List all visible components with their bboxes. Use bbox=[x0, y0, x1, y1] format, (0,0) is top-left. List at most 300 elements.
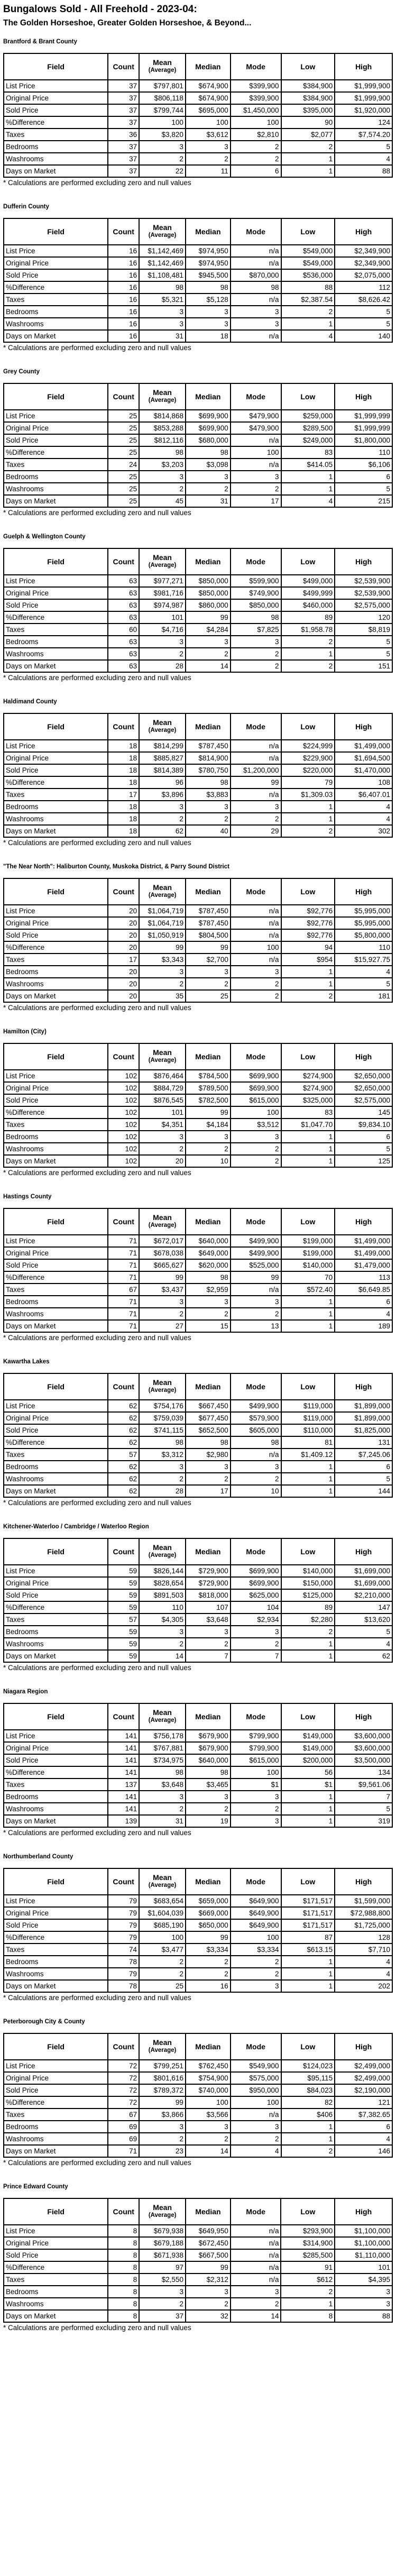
table-cell: Bedrooms bbox=[4, 471, 108, 483]
table-cell: Washrooms bbox=[4, 2133, 108, 2145]
table-cell: Washrooms bbox=[4, 1803, 108, 1815]
table-cell: $740,000 bbox=[186, 2084, 231, 2096]
calculation-note: * Calculations are performed excluding zero and null values bbox=[3, 179, 191, 187]
table-cell: 2 bbox=[139, 1638, 186, 1650]
county-section bbox=[3, 1853, 393, 2002]
county-section bbox=[3, 368, 393, 517]
calculation-note: * Calculations are performed excluding zero and null values bbox=[3, 2324, 191, 2332]
column-header-label: Mean bbox=[153, 2203, 172, 2212]
table-cell: 100 bbox=[186, 2096, 231, 2109]
table-cell: List Price bbox=[4, 1070, 108, 1082]
column-header-label: Mean bbox=[153, 1048, 172, 1057]
table-cell: 2 bbox=[139, 648, 186, 660]
stats-table bbox=[3, 2198, 393, 2323]
table-cell: $1,047.70 bbox=[281, 1119, 335, 1131]
table-cell: 16 bbox=[108, 294, 139, 306]
table-cell: $2,539,900 bbox=[335, 575, 392, 587]
column-header-median bbox=[186, 713, 231, 740]
table-cell: $1,999,900 bbox=[335, 92, 392, 104]
calculation-note: * Calculations are performed excluding zero and null values bbox=[3, 1994, 191, 2002]
column-header-sublabel: (Average) bbox=[148, 1387, 177, 1394]
column-header-mode bbox=[231, 1373, 281, 1400]
column-header-mode bbox=[231, 1208, 281, 1235]
table-cell: n/a bbox=[231, 917, 281, 929]
table-cell: 99 bbox=[186, 1106, 231, 1119]
table-cell: 13 bbox=[231, 1320, 281, 1332]
table-cell: 98 bbox=[139, 1436, 186, 1449]
table-cell: Original Price bbox=[4, 1907, 108, 1919]
column-header-mode bbox=[231, 1868, 281, 1895]
column-header-label: Median bbox=[195, 2207, 221, 2216]
column-header-field bbox=[4, 383, 108, 410]
table-cell: $828,654 bbox=[139, 1577, 186, 1589]
table-cell: 16 bbox=[108, 269, 139, 281]
table-cell: 78 bbox=[108, 1980, 139, 1992]
table-row bbox=[4, 80, 392, 92]
table-cell: $3,600,000 bbox=[335, 1742, 392, 1754]
column-header-label: Median bbox=[195, 1712, 221, 1721]
column-header-count bbox=[108, 1208, 139, 1235]
table-cell: Original Price bbox=[4, 422, 108, 434]
document-title: Bungalows Sold - All Freehold - 2023-04: bbox=[3, 4, 197, 15]
table-cell: 98 bbox=[186, 1766, 231, 1779]
table-cell: 2 bbox=[231, 1968, 281, 1980]
table-cell: $9,561.06 bbox=[335, 1779, 392, 1791]
table-cell: 124 bbox=[335, 116, 392, 129]
table-row bbox=[4, 1247, 392, 1259]
table-cell: $4,395 bbox=[335, 2274, 392, 2286]
table-cell: $640,000 bbox=[186, 1235, 231, 1247]
table-cell: 2 bbox=[231, 813, 281, 825]
table-cell: 72 bbox=[108, 2096, 139, 2109]
table-cell: 141 bbox=[108, 1754, 139, 1766]
table-cell: $220,000 bbox=[281, 764, 335, 776]
table-row bbox=[4, 917, 392, 929]
column-header-sublabel: (Average) bbox=[148, 562, 177, 569]
table-row bbox=[4, 941, 392, 954]
table-cell: 1 bbox=[281, 1638, 335, 1650]
table-cell: Bedrooms bbox=[4, 636, 108, 648]
table-cell: $787,450 bbox=[186, 740, 231, 752]
table-cell: 8 bbox=[108, 2286, 139, 2298]
table-row bbox=[4, 1968, 392, 1980]
table-cell: 2 bbox=[139, 1968, 186, 1980]
table-cell: $549,000 bbox=[281, 245, 335, 257]
table-cell: $2,959 bbox=[186, 1284, 231, 1296]
column-header-label: Low bbox=[300, 62, 316, 71]
column-header-label: High bbox=[355, 1877, 372, 1886]
column-header-label: Mode bbox=[246, 557, 265, 566]
table-cell: $2,280 bbox=[281, 1614, 335, 1626]
column-header-low bbox=[281, 383, 335, 410]
table-cell: $549,900 bbox=[231, 2060, 281, 2072]
column-header-sublabel: (Average) bbox=[148, 232, 177, 239]
table-cell: 62 bbox=[108, 1400, 139, 1412]
table-cell: 25 bbox=[108, 495, 139, 507]
table-cell: $13,620 bbox=[335, 1614, 392, 1626]
table-cell: 102 bbox=[108, 1143, 139, 1155]
table-cell: 4 bbox=[335, 1638, 392, 1650]
table-cell: Taxes bbox=[4, 2109, 108, 2121]
table-cell: 3 bbox=[231, 2286, 281, 2298]
table-cell: 7 bbox=[186, 1650, 231, 1662]
table-cell: 144 bbox=[335, 1485, 392, 1497]
table-cell: $797,801 bbox=[139, 80, 186, 92]
table-cell: 78 bbox=[108, 1956, 139, 1968]
table-cell: 25 bbox=[108, 422, 139, 434]
table-cell: 69 bbox=[108, 2121, 139, 2133]
column-header-label: Median bbox=[195, 227, 221, 236]
table-cell: $780,750 bbox=[186, 764, 231, 776]
table-cell: 28 bbox=[139, 660, 186, 672]
table-cell: Washrooms bbox=[4, 648, 108, 660]
table-cell: $499,900 bbox=[231, 1247, 281, 1259]
table-cell: 3 bbox=[231, 1296, 281, 1308]
table-cell: %Difference bbox=[4, 2096, 108, 2109]
table-cell: 25 bbox=[108, 483, 139, 495]
column-header-sublabel: (Average) bbox=[148, 1717, 177, 1724]
column-header-label: High bbox=[355, 392, 372, 401]
table-cell: n/a bbox=[231, 2249, 281, 2261]
table-cell: 6 bbox=[335, 1461, 392, 1473]
table-cell: $4,716 bbox=[139, 624, 186, 636]
table-cell: $274,900 bbox=[281, 1070, 335, 1082]
table-cell: 31 bbox=[139, 330, 186, 342]
table-row bbox=[4, 929, 392, 941]
table-cell: 4 bbox=[281, 330, 335, 342]
table-cell: $8,819 bbox=[335, 624, 392, 636]
table-cell: $667,450 bbox=[186, 1400, 231, 1412]
table-cell: $95,115 bbox=[281, 2072, 335, 2084]
table-cell: $799,251 bbox=[139, 2060, 186, 2072]
table-cell: 102 bbox=[108, 1070, 139, 1082]
table-cell: $3,098 bbox=[186, 459, 231, 471]
table-cell: 2 bbox=[231, 1143, 281, 1155]
table-cell: Sold Price bbox=[4, 1094, 108, 1106]
table-cell: Bedrooms bbox=[4, 1626, 108, 1638]
table-cell: $729,900 bbox=[186, 1577, 231, 1589]
table-cell: $2,575,000 bbox=[335, 1094, 392, 1106]
table-cell: 16 bbox=[108, 306, 139, 318]
stats-table bbox=[3, 383, 393, 508]
table-row bbox=[4, 825, 392, 837]
column-header-mode bbox=[231, 53, 281, 80]
table-cell: Sold Price bbox=[4, 929, 108, 941]
column-header-high bbox=[335, 1043, 392, 1070]
table-cell: 74 bbox=[108, 1944, 139, 1956]
table-row bbox=[4, 740, 392, 752]
table-cell: Days on Market bbox=[4, 1155, 108, 1167]
table-cell: 2 bbox=[186, 2133, 231, 2145]
column-header-field bbox=[4, 1208, 108, 1235]
table-cell: $767,881 bbox=[139, 1742, 186, 1754]
column-header-median bbox=[186, 2198, 231, 2225]
column-header-low bbox=[281, 713, 335, 740]
table-row bbox=[4, 1779, 392, 1791]
table-row bbox=[4, 1400, 392, 1412]
column-header-count bbox=[108, 218, 139, 245]
column-header-label: Median bbox=[195, 1547, 221, 1556]
table-cell: n/a bbox=[231, 954, 281, 966]
table-cell: 25 bbox=[186, 990, 231, 1002]
table-cell: n/a bbox=[231, 459, 281, 471]
column-header-label: Mean bbox=[153, 883, 172, 892]
column-header-count bbox=[108, 878, 139, 905]
column-header-field bbox=[4, 1538, 108, 1565]
table-cell: Days on Market bbox=[4, 1320, 108, 1332]
column-header-field bbox=[4, 713, 108, 740]
table-cell: 3 bbox=[139, 1461, 186, 1473]
column-header-median bbox=[186, 548, 231, 575]
table-cell: $171,517 bbox=[281, 1895, 335, 1907]
table-row bbox=[4, 611, 392, 624]
table-cell: Days on Market bbox=[4, 165, 108, 177]
column-header-low bbox=[281, 1868, 335, 1895]
table-cell: $613.15 bbox=[281, 1944, 335, 1956]
table-row bbox=[4, 2298, 392, 2310]
column-header-field bbox=[4, 218, 108, 245]
table-cell: 1 bbox=[281, 1803, 335, 1815]
table-cell: 72 bbox=[108, 2072, 139, 2084]
table-cell: List Price bbox=[4, 80, 108, 92]
table-row bbox=[4, 1614, 392, 1626]
table-cell: 2 bbox=[281, 2286, 335, 2298]
table-cell: 71 bbox=[108, 1296, 139, 1308]
column-header-field bbox=[4, 878, 108, 905]
table-cell: Taxes bbox=[4, 1614, 108, 1626]
table-cell: 2 bbox=[139, 1473, 186, 1485]
table-cell: 59 bbox=[108, 1601, 139, 1614]
table-cell: Original Price bbox=[4, 752, 108, 764]
column-header-mode bbox=[231, 548, 281, 575]
column-header-label: Median bbox=[195, 722, 221, 731]
table-header-row bbox=[4, 1538, 392, 1565]
table-cell: 2 bbox=[231, 990, 281, 1002]
column-header-median bbox=[186, 218, 231, 245]
county-heading: Dufferin County bbox=[3, 204, 49, 210]
table-cell: $2,539,900 bbox=[335, 587, 392, 599]
column-header-count bbox=[108, 2198, 139, 2225]
table-cell: 57 bbox=[108, 1614, 139, 1626]
table-cell: 91 bbox=[281, 2261, 335, 2274]
table-cell: 108 bbox=[335, 776, 392, 789]
table-cell: 5 bbox=[335, 1473, 392, 1485]
table-cell: 63 bbox=[108, 611, 139, 624]
table-row bbox=[4, 1766, 392, 1779]
table-row bbox=[4, 648, 392, 660]
table-header-row bbox=[4, 1208, 392, 1235]
column-header-mean bbox=[139, 1373, 186, 1400]
table-cell: Sold Price bbox=[4, 1589, 108, 1601]
table-cell: $5,128 bbox=[186, 294, 231, 306]
column-header-label: Count bbox=[113, 887, 134, 896]
column-header-label: Mode bbox=[246, 227, 265, 236]
column-header-label: Mean bbox=[153, 58, 172, 67]
table-cell: 99 bbox=[186, 1931, 231, 1944]
table-cell: 27 bbox=[139, 1320, 186, 1332]
table-cell: 1 bbox=[281, 1791, 335, 1803]
table-row bbox=[4, 2133, 392, 2145]
table-cell: $699,900 bbox=[231, 1082, 281, 1094]
table-cell: 98 bbox=[231, 611, 281, 624]
table-cell: $2,575,000 bbox=[335, 599, 392, 611]
table-cell: $652,500 bbox=[186, 1424, 231, 1436]
table-cell: 3 bbox=[231, 306, 281, 318]
table-cell: 5 bbox=[335, 1803, 392, 1815]
county-heading: Kawartha Lakes bbox=[3, 1359, 50, 1365]
table-cell: $3,312 bbox=[139, 1449, 186, 1461]
table-cell: 2 bbox=[231, 648, 281, 660]
table-row bbox=[4, 2060, 392, 2072]
table-cell: 3 bbox=[139, 141, 186, 153]
table-cell: $1,470,000 bbox=[335, 764, 392, 776]
column-header-label: Mode bbox=[246, 1382, 265, 1391]
table-cell: $699,900 bbox=[231, 1070, 281, 1082]
table-cell: $3,500,000 bbox=[335, 1754, 392, 1766]
column-header-label: Mean bbox=[153, 553, 172, 562]
table-cell: $759,039 bbox=[139, 1412, 186, 1424]
column-header-high bbox=[335, 1373, 392, 1400]
column-header-label: High bbox=[355, 1217, 372, 1226]
county-section bbox=[3, 1028, 393, 1177]
table-row bbox=[4, 990, 392, 1002]
table-cell: $677,450 bbox=[186, 1412, 231, 1424]
column-header-label: Count bbox=[113, 1877, 134, 1886]
table-cell: 8 bbox=[108, 2310, 139, 2322]
table-cell: $950,000 bbox=[231, 2084, 281, 2096]
table-cell: %Difference bbox=[4, 1436, 108, 1449]
table-cell: 37 bbox=[108, 92, 139, 104]
column-header-field bbox=[4, 2033, 108, 2060]
table-header-row bbox=[4, 1373, 392, 1400]
table-cell: $1,108,481 bbox=[139, 269, 186, 281]
column-header-count bbox=[108, 1043, 139, 1070]
table-cell: Sold Price bbox=[4, 2249, 108, 2261]
table-row bbox=[4, 141, 392, 153]
table-cell: 16 bbox=[108, 245, 139, 257]
table-cell: Sold Price bbox=[4, 1259, 108, 1271]
table-cell: Washrooms bbox=[4, 1473, 108, 1485]
table-row bbox=[4, 1412, 392, 1424]
table-row bbox=[4, 1070, 392, 1082]
table-row bbox=[4, 1155, 392, 1167]
table-cell: $1,800,000 bbox=[335, 434, 392, 446]
table-cell: 16 bbox=[108, 281, 139, 294]
table-cell: 3 bbox=[231, 1461, 281, 1473]
table-row bbox=[4, 1931, 392, 1944]
table-row bbox=[4, 446, 392, 459]
table-row bbox=[4, 587, 392, 599]
stats-table bbox=[3, 1043, 393, 1168]
table-cell: 2 bbox=[231, 660, 281, 672]
table-row bbox=[4, 752, 392, 764]
column-header-low bbox=[281, 2198, 335, 2225]
table-cell: $754,176 bbox=[139, 1400, 186, 1412]
table-cell: 7 bbox=[231, 1650, 281, 1662]
column-header-mean bbox=[139, 548, 186, 575]
column-header-label: Median bbox=[195, 1052, 221, 1061]
table-cell: $672,017 bbox=[139, 1235, 186, 1247]
column-header-median bbox=[186, 1373, 231, 1400]
table-cell: $1,499,000 bbox=[335, 1247, 392, 1259]
county-section bbox=[3, 533, 393, 682]
column-header-median bbox=[186, 1868, 231, 1895]
table-cell: 37 bbox=[108, 116, 139, 129]
column-header-label: Median bbox=[195, 62, 221, 71]
table-cell: 2 bbox=[186, 153, 231, 165]
table-cell: 8 bbox=[108, 2225, 139, 2237]
table-cell: $5,321 bbox=[139, 294, 186, 306]
table-cell: Bedrooms bbox=[4, 1131, 108, 1143]
table-cell: 7 bbox=[335, 1791, 392, 1803]
table-cell: $3,334 bbox=[231, 1944, 281, 1956]
table-cell: $699,900 bbox=[231, 1577, 281, 1589]
table-cell: $3,648 bbox=[139, 1779, 186, 1791]
table-cell: 99 bbox=[186, 2261, 231, 2274]
table-row bbox=[4, 1424, 392, 1436]
table-header-row bbox=[4, 2033, 392, 2060]
table-cell: $150,000 bbox=[281, 1577, 335, 1589]
table-row bbox=[4, 905, 392, 917]
table-header-row bbox=[4, 1043, 392, 1070]
table-cell: 20 bbox=[108, 929, 139, 941]
table-row bbox=[4, 2237, 392, 2249]
table-cell: $1,899,000 bbox=[335, 1412, 392, 1424]
table-cell: $8,626.42 bbox=[335, 294, 392, 306]
table-cell: $325,000 bbox=[281, 1094, 335, 1106]
table-cell: $826,144 bbox=[139, 1565, 186, 1577]
table-cell: $249,000 bbox=[281, 434, 335, 446]
table-row bbox=[4, 459, 392, 471]
table-cell: 5 bbox=[335, 648, 392, 660]
table-cell: 1 bbox=[281, 1296, 335, 1308]
table-cell: 112 bbox=[335, 281, 392, 294]
table-cell: 88 bbox=[281, 281, 335, 294]
table-cell: 4 bbox=[335, 2133, 392, 2145]
table-cell: $799,900 bbox=[231, 1742, 281, 1754]
table-cell: 2 bbox=[186, 1143, 231, 1155]
table-cell: 62 bbox=[139, 825, 186, 837]
table-row bbox=[4, 318, 392, 330]
table-cell: 94 bbox=[281, 941, 335, 954]
column-header-label: Mode bbox=[246, 1217, 265, 1226]
table-cell: 71 bbox=[108, 1247, 139, 1259]
column-header-count bbox=[108, 383, 139, 410]
table-cell: Sold Price bbox=[4, 269, 108, 281]
table-cell: $762,450 bbox=[186, 2060, 231, 2072]
table-cell: 62 bbox=[108, 1461, 139, 1473]
table-cell: Days on Market bbox=[4, 1650, 108, 1662]
table-cell: $3,343 bbox=[139, 954, 186, 966]
table-cell: 5 bbox=[335, 978, 392, 990]
table-cell: $499,900 bbox=[231, 1235, 281, 1247]
column-header-label: Field bbox=[47, 1877, 65, 1886]
table-cell: $2,700 bbox=[186, 954, 231, 966]
table-cell: 79 bbox=[108, 1968, 139, 1980]
calculation-note: * Calculations are performed excluding zero and null values bbox=[3, 2159, 191, 2167]
table-cell: $1,499,000 bbox=[335, 1235, 392, 1247]
table-cell: $7,825 bbox=[231, 624, 281, 636]
table-cell: 2 bbox=[231, 1473, 281, 1485]
table-cell: $605,000 bbox=[231, 1424, 281, 1436]
table-cell: $695,000 bbox=[186, 104, 231, 116]
table-cell: 101 bbox=[139, 1106, 186, 1119]
table-cell: 79 bbox=[108, 1931, 139, 1944]
table-row bbox=[4, 789, 392, 801]
table-header-row bbox=[4, 548, 392, 575]
table-row bbox=[4, 1895, 392, 1907]
table-cell: 110 bbox=[139, 1601, 186, 1614]
